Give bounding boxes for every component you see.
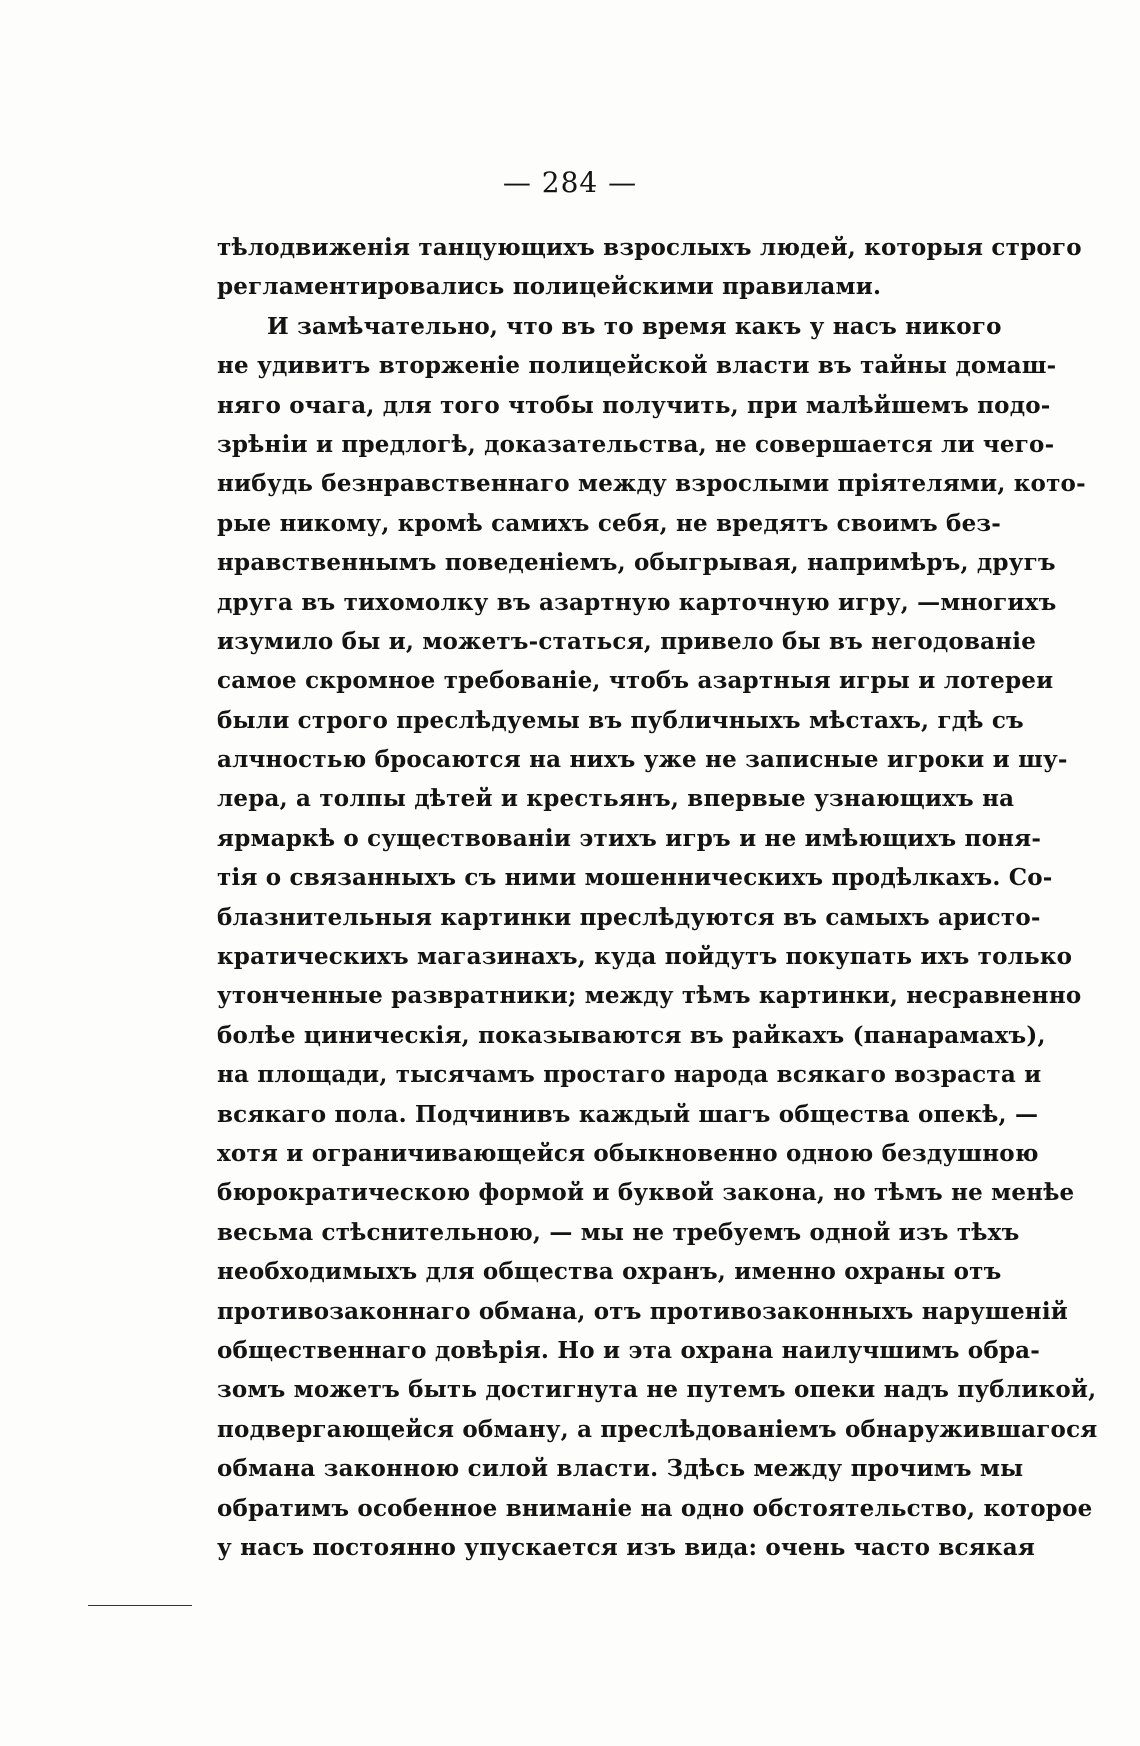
text-line: противозаконнаго обмана, отъ противозаконныхъ нарушеній [217,1297,1069,1325]
text-line: нибудь безнравственнаго между взрослыми пріятелями, кото- [217,470,1086,498]
text-line: друга въ тихомолку въ азартную карточную игру, —многихъ [217,588,1057,616]
text-line: тія о связанныхъ съ ними мошенническихъ продѣлкахъ. Со- [217,864,1053,892]
text-line: зомъ можетъ быть достигнута не путемъ опеки надъ публикой, [217,1376,1097,1404]
text-line: изумило бы и, можетъ-статься, привело бы въ негодованіе [217,627,1037,655]
text-line: тѣлодвиженія танцующихъ взрослыхъ людей, которыя строго [217,234,1082,261]
text-line: были строго преслѣдуемы въ публичныхъ мѣстахъ, гдѣ съ [217,706,1024,734]
text-line: болѣе циническія, показываются въ райкахъ (панарамахъ), [217,1021,1046,1049]
page-number: — 284 — [502,166,638,199]
text-line: утонченные развратники; между тѣмъ картинки, несравненно [217,982,1082,1010]
text-line: ярмаркѣ о существованіи этихъ игръ и не имѣющихъ поня- [217,824,1042,852]
body-text [217,228,1098,1567]
text-line: регламентировались полицейскими правилами. [217,273,882,301]
text-line: общественнаго довѣрія. Но и эта охрана наилучшимъ обра- [217,1336,1041,1364]
text-line: у насъ постоянно упускается изъ вида: очень часто всякая [217,1533,1036,1561]
text-line: блазнительныя картинки преслѣдуются въ самыхъ аристо- [217,903,1041,931]
text-line: няго очага, для того чтобы получить, при малѣйшемъ подо- [217,391,1051,419]
text-line: бюрократическою формой и буквой закона, но тѣмъ не менѣе [217,1179,1075,1207]
text-line: кратическихъ магазинахъ, куда пойдутъ покупать ихъ только [217,943,1073,971]
text-line: самое скромное требованіе, чтобъ азартныя игры и лотереи [217,667,1054,695]
text-line: хотя и ограничивающейся обыкновенно одною бездушною [217,1139,1039,1167]
text-line: необходимыхъ для общества охранъ, именно охраны отъ [217,1258,1002,1286]
text-line: рые никому, кромѣ самихъ себя, не вредятъ своимъ без- [217,509,1002,537]
text-line: подвергающейся обману, а преслѣдованіемъ обнаружившагося [217,1415,1098,1443]
text-line: алчностью бросаются на нихъ уже не записные игроки и шу- [217,746,1068,774]
text-line: обратимъ особенное вниманіе на одно обстоятельство, которое [217,1494,1093,1522]
text-line: обмана законною силой власти. Здѣсь между прочимъ мы [217,1455,1024,1483]
text-line: всякаго пола. Подчинивъ каждый шагъ общества опекѣ, — [217,1100,1039,1128]
text-line: на площади, тысячамъ простаго народа всякаго возраста и [217,1061,1042,1089]
text-line: весьма стѣснительною, — мы не требуемъ одной изъ тѣхъ [217,1218,1020,1246]
text-line: зрѣніи и предлогѣ, доказательства, не совершается ли чего- [217,430,1055,458]
text-line: нравственнымъ поведеніемъ, обыгрывая, напримѣръ, другъ [217,549,1056,577]
footnote-rule [88,1605,192,1606]
text-line: не удивитъ вторженіе полицейской власти въ тайны домаш- [217,352,1057,380]
text-line: И замѣчательно, что въ то время какъ у насъ никого [267,312,1002,340]
text-line: лера, а толпы дѣтей и крестьянъ, впервые узнающихъ на [217,785,1015,813]
